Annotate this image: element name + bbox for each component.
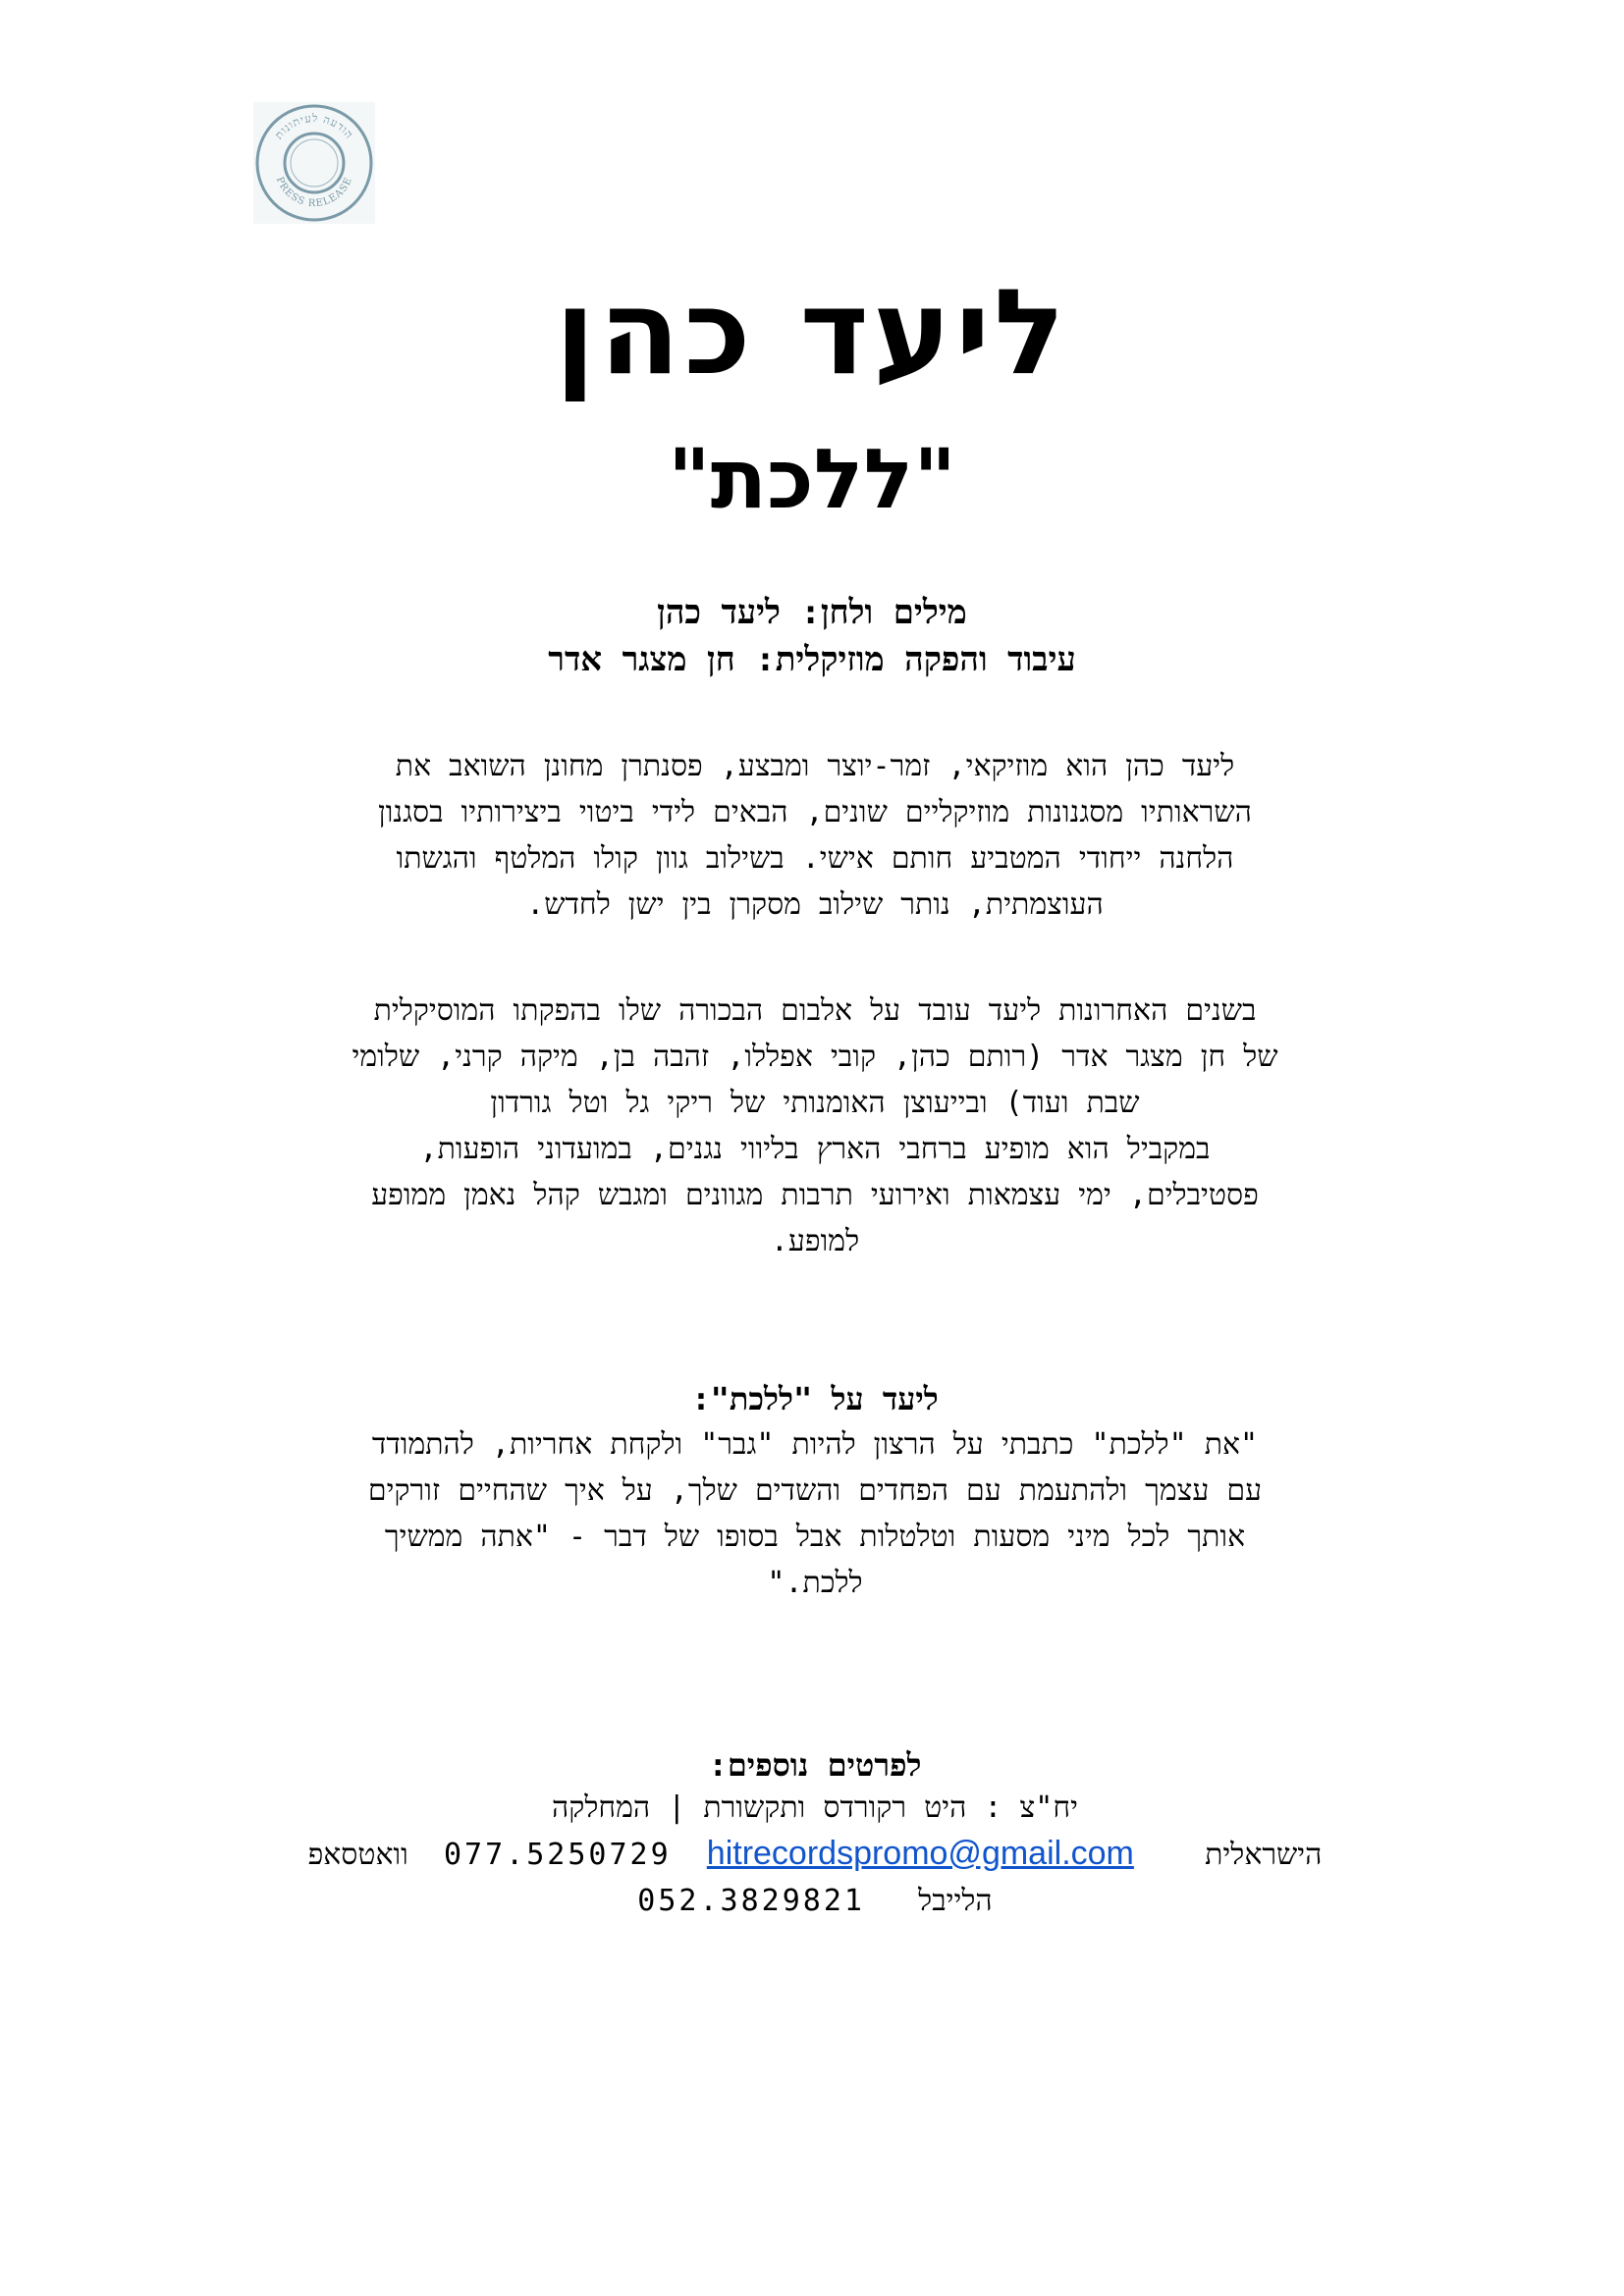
stamp-bottom-text: PRESS RELEASE bbox=[273, 175, 355, 210]
bio-paragraph bbox=[236, 743, 1394, 928]
quote-line: אותך לכל מיני מסעות וטלטלות אבל בסופו של דבר - "אתה ממשיך bbox=[384, 1520, 1246, 1554]
quote-line: ללכת." bbox=[767, 1566, 863, 1600]
credit-production: עיבוד והפקה מוזיקלית: חן מצגר אדר bbox=[548, 640, 1076, 679]
email-link[interactable]: hitrecordspromo@gmail.com bbox=[706, 1835, 1134, 1872]
album-paragraph bbox=[236, 988, 1394, 1264]
whatsapp-label: וואטסאפ bbox=[307, 1838, 408, 1872]
album-line: שבת ועוד) ובייעוצן האומנותי של ריקי גל וטל גורדון bbox=[490, 1086, 1140, 1120]
more-details-heading: לפרטים נוספים: bbox=[708, 1746, 922, 1784]
song-title: "ללכת" bbox=[667, 431, 957, 527]
israeli-label: הישראלית bbox=[1205, 1838, 1323, 1872]
credits bbox=[196, 589, 1428, 683]
stamp-top-text: הודעה לעיתונות bbox=[272, 111, 356, 142]
press-release-stamp-logo bbox=[253, 102, 375, 224]
album-line: בשנים האחרונות ליעד עובד על אלבום הבכורה שלו בהפקתו המוסיקלית bbox=[373, 993, 1257, 1028]
album-line: של חן מצגר אדר (רותם כהן, קובי אפללו, זהבה בן, מיקה קרני, שלומי bbox=[352, 1040, 1278, 1074]
stamp-icon bbox=[253, 102, 375, 224]
phone-number-2[interactable]: 052.3829821 bbox=[637, 1884, 865, 1918]
page-title: ליעד כהן bbox=[555, 265, 1069, 401]
bio-line: הלחנה ייחודי המטביע חותם אישי. בשילוב גוון קולו המלטף והגשתו bbox=[396, 841, 1234, 876]
album-line: למופע. bbox=[770, 1224, 860, 1258]
contact-line-1 bbox=[236, 1831, 1394, 1878]
bio-line: העוצמתית, נותר שילוב מסקרן בין ישן לחדש. bbox=[526, 887, 1104, 922]
contact-line-2 bbox=[236, 1878, 1394, 1924]
pr-line: יח"צ : היט רקורדס ותקשורת | המחלקה bbox=[552, 1790, 1078, 1825]
contact-block bbox=[236, 1785, 1394, 1924]
quote-line: "את "ללכת" כתבתי על הרצון להיות "גבר" ולקחת אחריות, להתמודד bbox=[371, 1427, 1259, 1462]
label-label: הלייבל bbox=[918, 1884, 993, 1918]
bio-line: השראותיו מסגנונות מוזיקליים שונים, הבאים לידי ביטוי ביצירותיו בסגנון bbox=[378, 795, 1252, 829]
phone-number-1[interactable]: 077.5250729 bbox=[443, 1838, 672, 1872]
album-line: במקביל הוא מופיע ברחבי הארץ בליווי נגנים, במועדוני הופעות, bbox=[419, 1132, 1211, 1166]
quote-paragraph bbox=[236, 1421, 1394, 1606]
album-line: פסטיבלים, ימי עצמאות ואירועי תרבות מגוונים ומגבש קהל נאמן ממופע bbox=[371, 1178, 1259, 1212]
bio-line: ליעד כהן הוא מוזיקאי, זמר-יוצר ומבצע, פסנתרן מחונן השואב את bbox=[395, 749, 1235, 783]
credit-lyrics-music: מילים ולחן: ליעד כהן bbox=[657, 593, 967, 632]
quote-line: עם עצמך ולהתעמת עם הפחדים והשדים שלך, על איך שהחיים זורקים bbox=[367, 1473, 1263, 1508]
quote-heading: ליעד על "ללכת": bbox=[691, 1380, 939, 1417]
